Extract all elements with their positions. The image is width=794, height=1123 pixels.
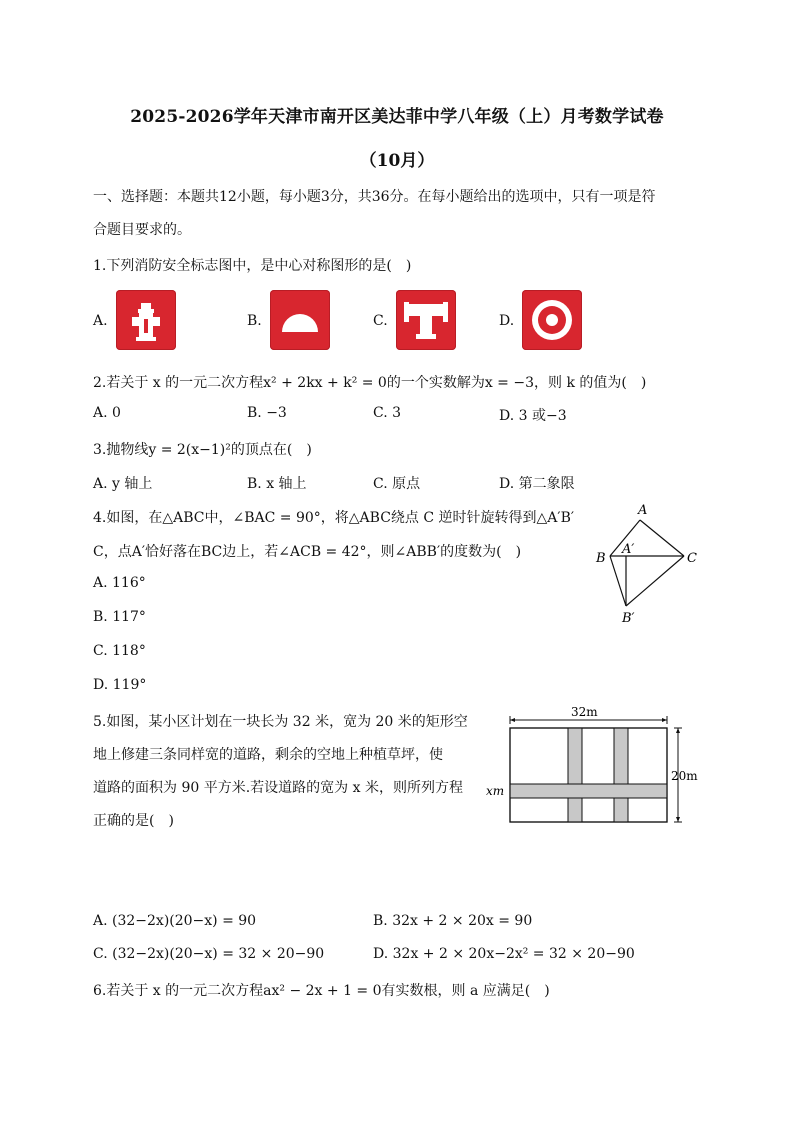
q5-option-c: C. (32−2x)(20−x) = 32 × 20−90 [93,946,325,962]
q5-stem-line2: 地上修建三条同样宽的道路，剩余的空地上种植草坪，使 [93,747,443,763]
q5-road-label: xm [486,784,505,798]
q5-option-d: D. 32x + 2 × 20x−2x² = 32 × 20−90 [373,946,635,962]
q5-stem-line3: 道路的面积为 90 平方米.若设道路的宽为 x 米，则所列方程 [93,780,463,796]
q2-option-c: C. 3 [373,405,402,421]
q5-rectangle-figure [484,702,704,832]
section-instructions-line1: 一、选择题：本题共12小题，每小题3分，共36分。在每小题给出的选项中，只有一项是符 [93,189,656,205]
exam-title: 2025-2026学年天津市南开区美达菲中学八年级（上）月考数学试卷 [130,107,664,127]
q2-stem: 2.若关于 x 的一元二次方程x² + 2kx + k² = 0的一个实数解为x = −3，则 k 的值为( ) [93,375,647,391]
q4-point-b: B [596,551,606,566]
q1-label-d: D. [499,313,515,329]
q4-point-a-prime: A′ [622,542,635,557]
q5-stem-line1: 5.如图，某小区计划在一块长为 32 米，宽为 20 米的矩形空 [93,714,468,730]
t-pipe-icon [396,290,456,350]
q2-option-d: D. 3 或−3 [499,408,567,424]
q5-option-a: A. (32−2x)(20−x) = 90 [93,913,257,929]
fire-hydrant-icon [116,290,176,350]
q3-option-c: C. 原点 [373,476,421,492]
q5-length-label: 32m [571,705,598,719]
q1-stem: 1.下列消防安全标志图中，是中心对称图形的是( ) [93,258,412,274]
q5-option-b: B. 32x + 2 × 20x = 90 [373,913,533,929]
q4-option-a: A. 116° [93,575,146,591]
q4-point-a: A [638,503,648,518]
q5-stem-line4: 正确的是( ) [93,813,174,829]
q4-point-c: C [687,551,697,566]
q1-label-a: A. [93,313,108,329]
q3-option-b: B. x 轴上 [247,476,307,492]
q2-option-a: A. 0 [93,405,121,421]
q1-label-b: B. [247,313,262,329]
q4-stem-line2: C，点A′恰好落在BC边上，若∠ACB = 42°，则∠ABB′的度数为( ) [93,544,522,560]
q3-stem: 3.抛物线y = 2(x−1)²的顶点在( ) [93,442,312,458]
exam-subtitle: （10月） [359,151,435,171]
q4-option-d: D. 119° [93,677,147,693]
q2-option-b: B. −3 [247,405,287,421]
q1-label-c: C. [373,313,388,329]
q5-width-label: 20m [671,769,698,783]
half-circle-icon [270,290,330,350]
q3-option-d: D. 第二象限 [499,476,575,492]
q4-option-b: B. 117° [93,609,146,625]
q4-option-c: C. 118° [93,643,146,659]
q6-stem: 6.若关于 x 的一元二次方程ax² − 2x + 1 = 0有实数根，则 a 应满足( ) [93,983,550,999]
q4-triangle-figure [588,498,708,630]
section-instructions-line2: 合题目要求的。 [93,222,191,238]
q4-stem-line1: 4.如图，在△ABC中，∠BAC = 90°，将△ABC绕点 C 逆时针旋转得到△A′B′ [93,510,575,526]
target-ring-icon [522,290,582,350]
q4-point-b-prime: B′ [622,611,635,626]
q3-option-a: A. y 轴上 [93,476,153,492]
